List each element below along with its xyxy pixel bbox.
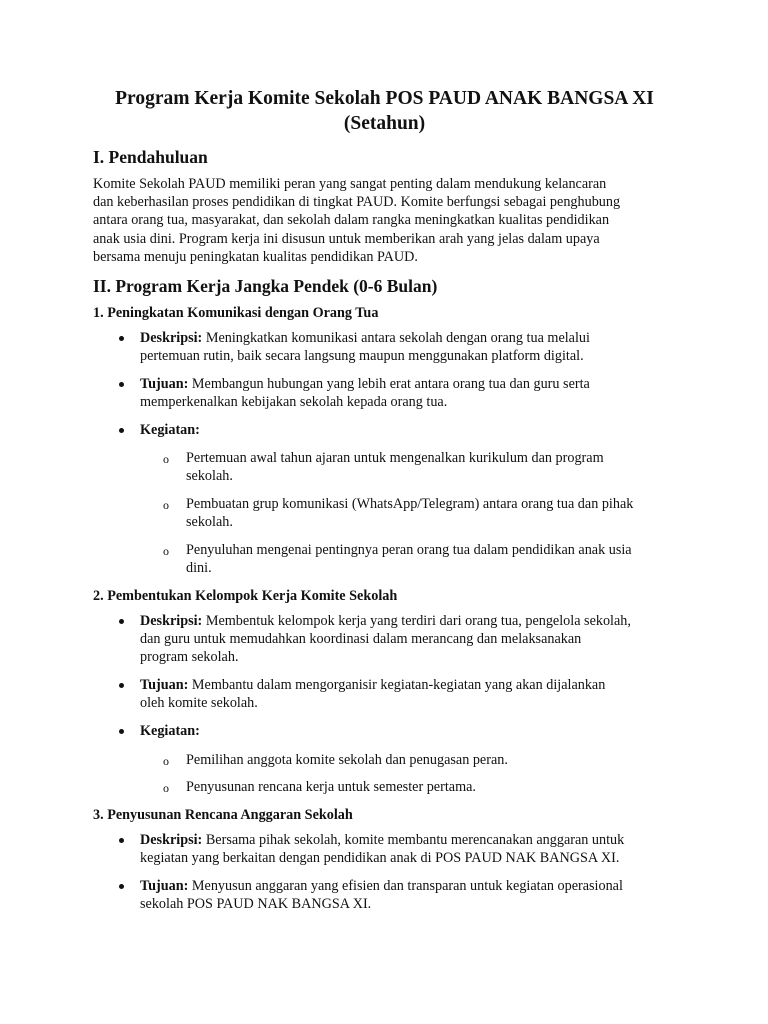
bullet-icon (119, 382, 124, 387)
circle-bullet-icon: o (163, 753, 169, 768)
text-line: Penyuluhan mengenai pentingnya peran orang tua dalam pendidikan anak usia (186, 542, 632, 559)
intro-paragraph (93, 175, 676, 266)
text-line: program sekolah. (140, 649, 239, 666)
circle-bullet-icon: o (163, 452, 169, 466)
text-line: Pemilihan anggota komite sekolah dan penugasan peran. (186, 751, 508, 768)
text-line: Meningkatkan komunikasi antara sekolah dengan orang tua melalui (205, 329, 590, 346)
kegiatan-subitem (163, 751, 676, 769)
bullet-icon (119, 683, 124, 688)
section-heading-pendahuluan: I. Pendahuluan (93, 147, 208, 167)
bullet-icon (119, 884, 124, 889)
tujuan-item (140, 375, 676, 412)
text-line: dini. (186, 560, 212, 577)
program-details (93, 612, 676, 797)
intro-line: antara orang tua, masyarakat, dan sekolah dalam rangka meningkatkan kualitas pendidikan (93, 212, 610, 229)
tujuan-item (140, 877, 676, 914)
deskripsi-item (140, 831, 676, 868)
intro-line: dan keberhasilan proses pendidikan di tingkat PAUD. Komite berfungsi sebagai penghubung (93, 194, 621, 211)
kegiatan-item (140, 421, 676, 578)
bullet-icon (119, 428, 124, 433)
text-line: Menyusun anggaran yang efisien dan transparan untuk kegiatan operasional (191, 877, 623, 894)
kegiatan-subitem (163, 778, 676, 796)
kegiatan-subitem (163, 449, 676, 486)
section-heading-jangka-pendek: II. Program Kerja Jangka Pendek (0-6 Bulan) (93, 276, 438, 297)
bullet-icon (119, 838, 124, 843)
text-line: Pertemuan awal tahun ajaran untuk mengenalkan kurikulum dan program (186, 450, 604, 466)
text-line: Membantu dalam mengorganisir kegiatan-kegiatan yang akan dijalankan (191, 677, 606, 694)
tujuan-label: Tujuan: (140, 677, 189, 694)
text-line: Penyusunan rencana kerja untuk semester pertama. (186, 779, 476, 796)
deskripsi-label: Deskripsi: (140, 831, 203, 848)
circle-bullet-icon: o (163, 498, 169, 513)
deskripsi-label: Deskripsi: (140, 612, 203, 629)
text-line: sekolah POS PAUD NAK BANGSA XI. (140, 896, 372, 913)
text-line: memperkenalkan kebijakan sekolah kepada orang tua. (140, 393, 448, 410)
kegiatan-subitem (163, 495, 676, 532)
program-details (93, 329, 676, 578)
text-line: sekolah. (186, 514, 233, 531)
text-line: Membentuk kelompok kerja yang terdiri dari orang tua, pengelola sekolah, (205, 612, 631, 629)
kegiatan-list (140, 751, 676, 797)
deskripsi-label: Deskripsi: (140, 329, 203, 346)
text-line: Membangun hubungan yang lebih erat antara orang tua dan guru serta (191, 375, 590, 392)
kegiatan-item (140, 722, 676, 796)
kegiatan-label: Kegiatan: (140, 421, 200, 438)
bullet-icon (119, 336, 124, 341)
intro-line: bersama menuju peningkatan kualitas pendidikan PAUD. (93, 248, 418, 265)
intro-line: anak usia dini. Program kerja ini disusun untuk memberikan arah yang jelas dalam upaya (93, 230, 600, 247)
program-title: 1. Peningkatan Komunikasi dengan Orang Tua (93, 305, 379, 322)
program-details (93, 831, 676, 914)
intro-line: Komite Sekolah PAUD memiliki peran yang sangat penting dalam mendukung kelancaran (93, 176, 607, 192)
text-line: Pembuatan grup komunikasi (WhatsApp/Telegram) antara orang tua dan pihak (186, 496, 634, 513)
circle-bullet-icon: o (163, 781, 169, 796)
tujuan-item (140, 676, 676, 713)
program-title: 2. Pembentukan Kelompok Kerja Komite Sekolah (93, 588, 398, 605)
text-line: dan guru untuk memudahkan koordinasi dalam merancang dan melaksanakan (140, 631, 582, 648)
kegiatan-list (140, 449, 676, 578)
bullet-icon (119, 619, 124, 624)
kegiatan-label: Kegiatan: (140, 723, 200, 740)
text-line: pertemuan rutin, baik secara langsung maupun menggunakan platform digital. (140, 347, 584, 364)
program-title: 3. Penyusunan Rencana Anggaran Sekolah (93, 807, 353, 824)
text-line: Bersama pihak sekolah, komite membantu merencanakan anggaran untuk (205, 831, 625, 848)
title-line-2: (Setahun) (343, 113, 426, 134)
text-line: oleh komite sekolah. (140, 695, 258, 712)
text-line: kegiatan yang berkaitan dengan pendidikan anak di POS PAUD NAK BANGSA XI. (140, 849, 620, 866)
document-title (93, 86, 676, 136)
deskripsi-item (140, 329, 676, 366)
tujuan-label: Tujuan: (140, 877, 189, 894)
kegiatan-subitem (163, 541, 676, 578)
circle-bullet-icon: o (163, 544, 169, 559)
tujuan-label: Tujuan: (140, 375, 189, 392)
deskripsi-item (140, 612, 676, 667)
text-line: sekolah. (186, 468, 233, 485)
bullet-icon (119, 729, 124, 734)
title-line-1: Program Kerja Komite Sekolah POS PAUD ANAK BANGSA XI (115, 88, 654, 109)
